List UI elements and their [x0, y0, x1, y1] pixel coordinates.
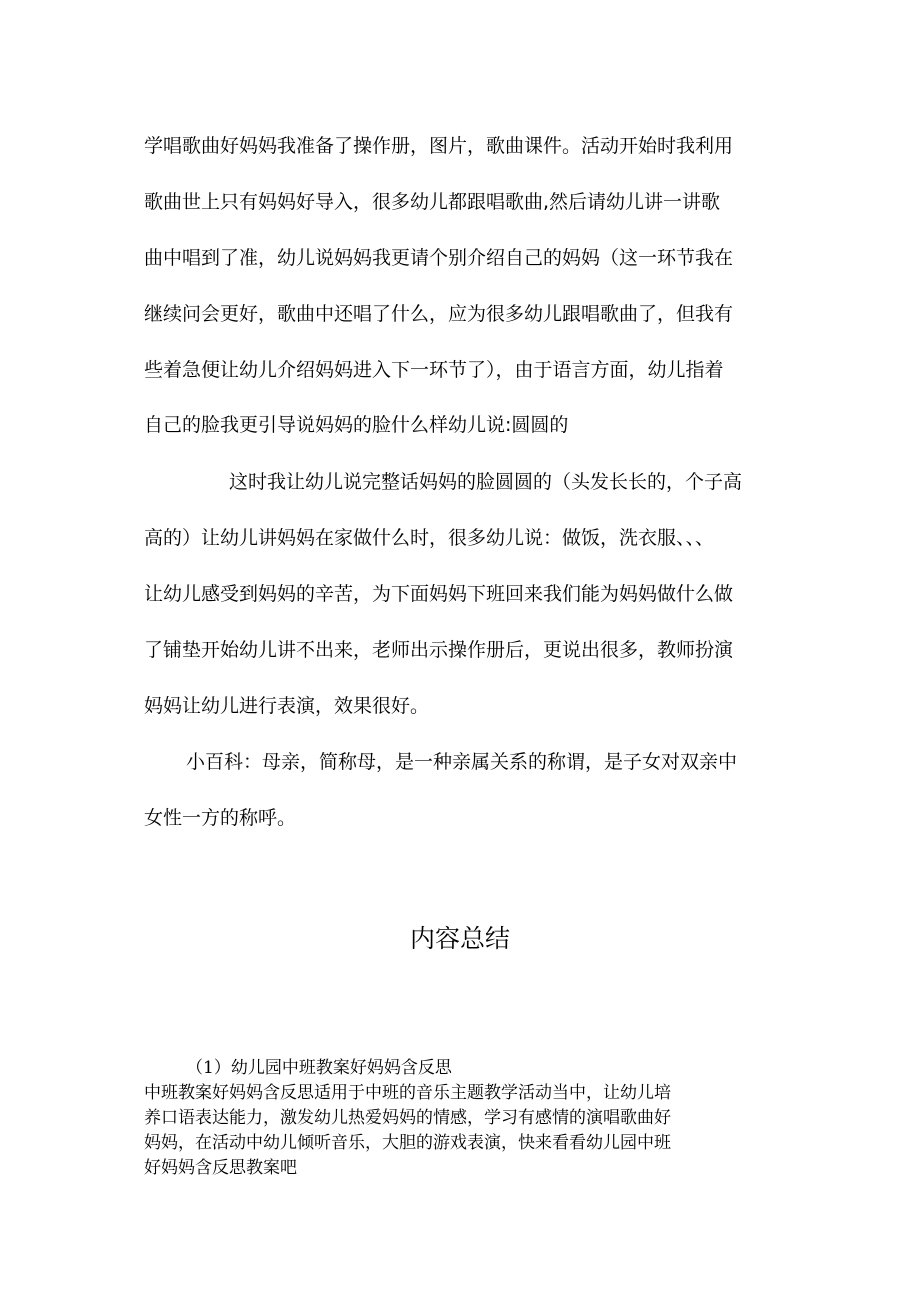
body-line: 女性一方的称呼。 — [144, 807, 297, 829]
summary-line: 中班教案好妈妈含反思适用于中班的音乐主题教学活动当中，让幼儿培 — [144, 1083, 671, 1103]
body-line: 妈妈让幼儿进行表演，效果很好。 — [144, 695, 430, 717]
summary-line: 妈妈，在活动中幼儿倾听音乐，大胆的游戏表演，快来看看幼儿园中班 — [144, 1133, 671, 1153]
body-line: 些着急便让幼儿介绍妈妈进入下一环节了），由于语言方面，幼儿指着 — [144, 359, 724, 381]
body-line: 歌曲世上只有妈妈好导入，很多幼儿都跟唱歌曲,然后请幼儿讲一讲歌 — [144, 191, 721, 213]
body-line: 继续问会更好，歌曲中还唱了什么，应为很多幼儿跟唱歌曲了，但我有 — [144, 303, 734, 325]
body-line: 自己的脸我更引导说妈妈的脸什么样幼儿说:圆圆的 — [144, 414, 569, 436]
body-line: 让幼儿感受到妈妈的辛苦，为下面妈妈下班回来我们能为妈妈做什么做 — [144, 583, 734, 605]
body-line: 曲中唱到了准，幼儿说妈妈我更请个别介绍自己的妈妈（这一环节我在 — [144, 247, 734, 269]
body-line: 了铺垫开始幼儿讲不出来，老师出示操作册后，更说出很多，教师扮演 — [144, 639, 734, 661]
summary-line: 养口语表达能力，激发幼儿热爱妈妈的情感，学习有感情的演唱歌曲好 — [144, 1108, 671, 1128]
body-line: 学唱歌曲好妈妈我准备了操作册，图片，歌曲课件。活动开始时我利用 — [144, 135, 734, 157]
body-line: 这时我让幼儿说完整话妈妈的脸圆圆的（头发长长的，个子高 — [229, 471, 743, 493]
summary-item-title: （1）幼儿园中班教案好妈妈含反思 — [186, 1058, 452, 1078]
body-line: 高的）让幼儿讲妈妈在家做什么时，很多幼儿说：做饭，洗衣服、、、 — [144, 527, 715, 549]
body-line: 小百科：母亲，简称母，是一种亲属关系的称谓，是子女对双亲中 — [186, 751, 738, 773]
summary-heading: 内容总结 — [409, 924, 510, 953]
summary-line: 好妈妈含反思教案吧 — [144, 1158, 297, 1178]
